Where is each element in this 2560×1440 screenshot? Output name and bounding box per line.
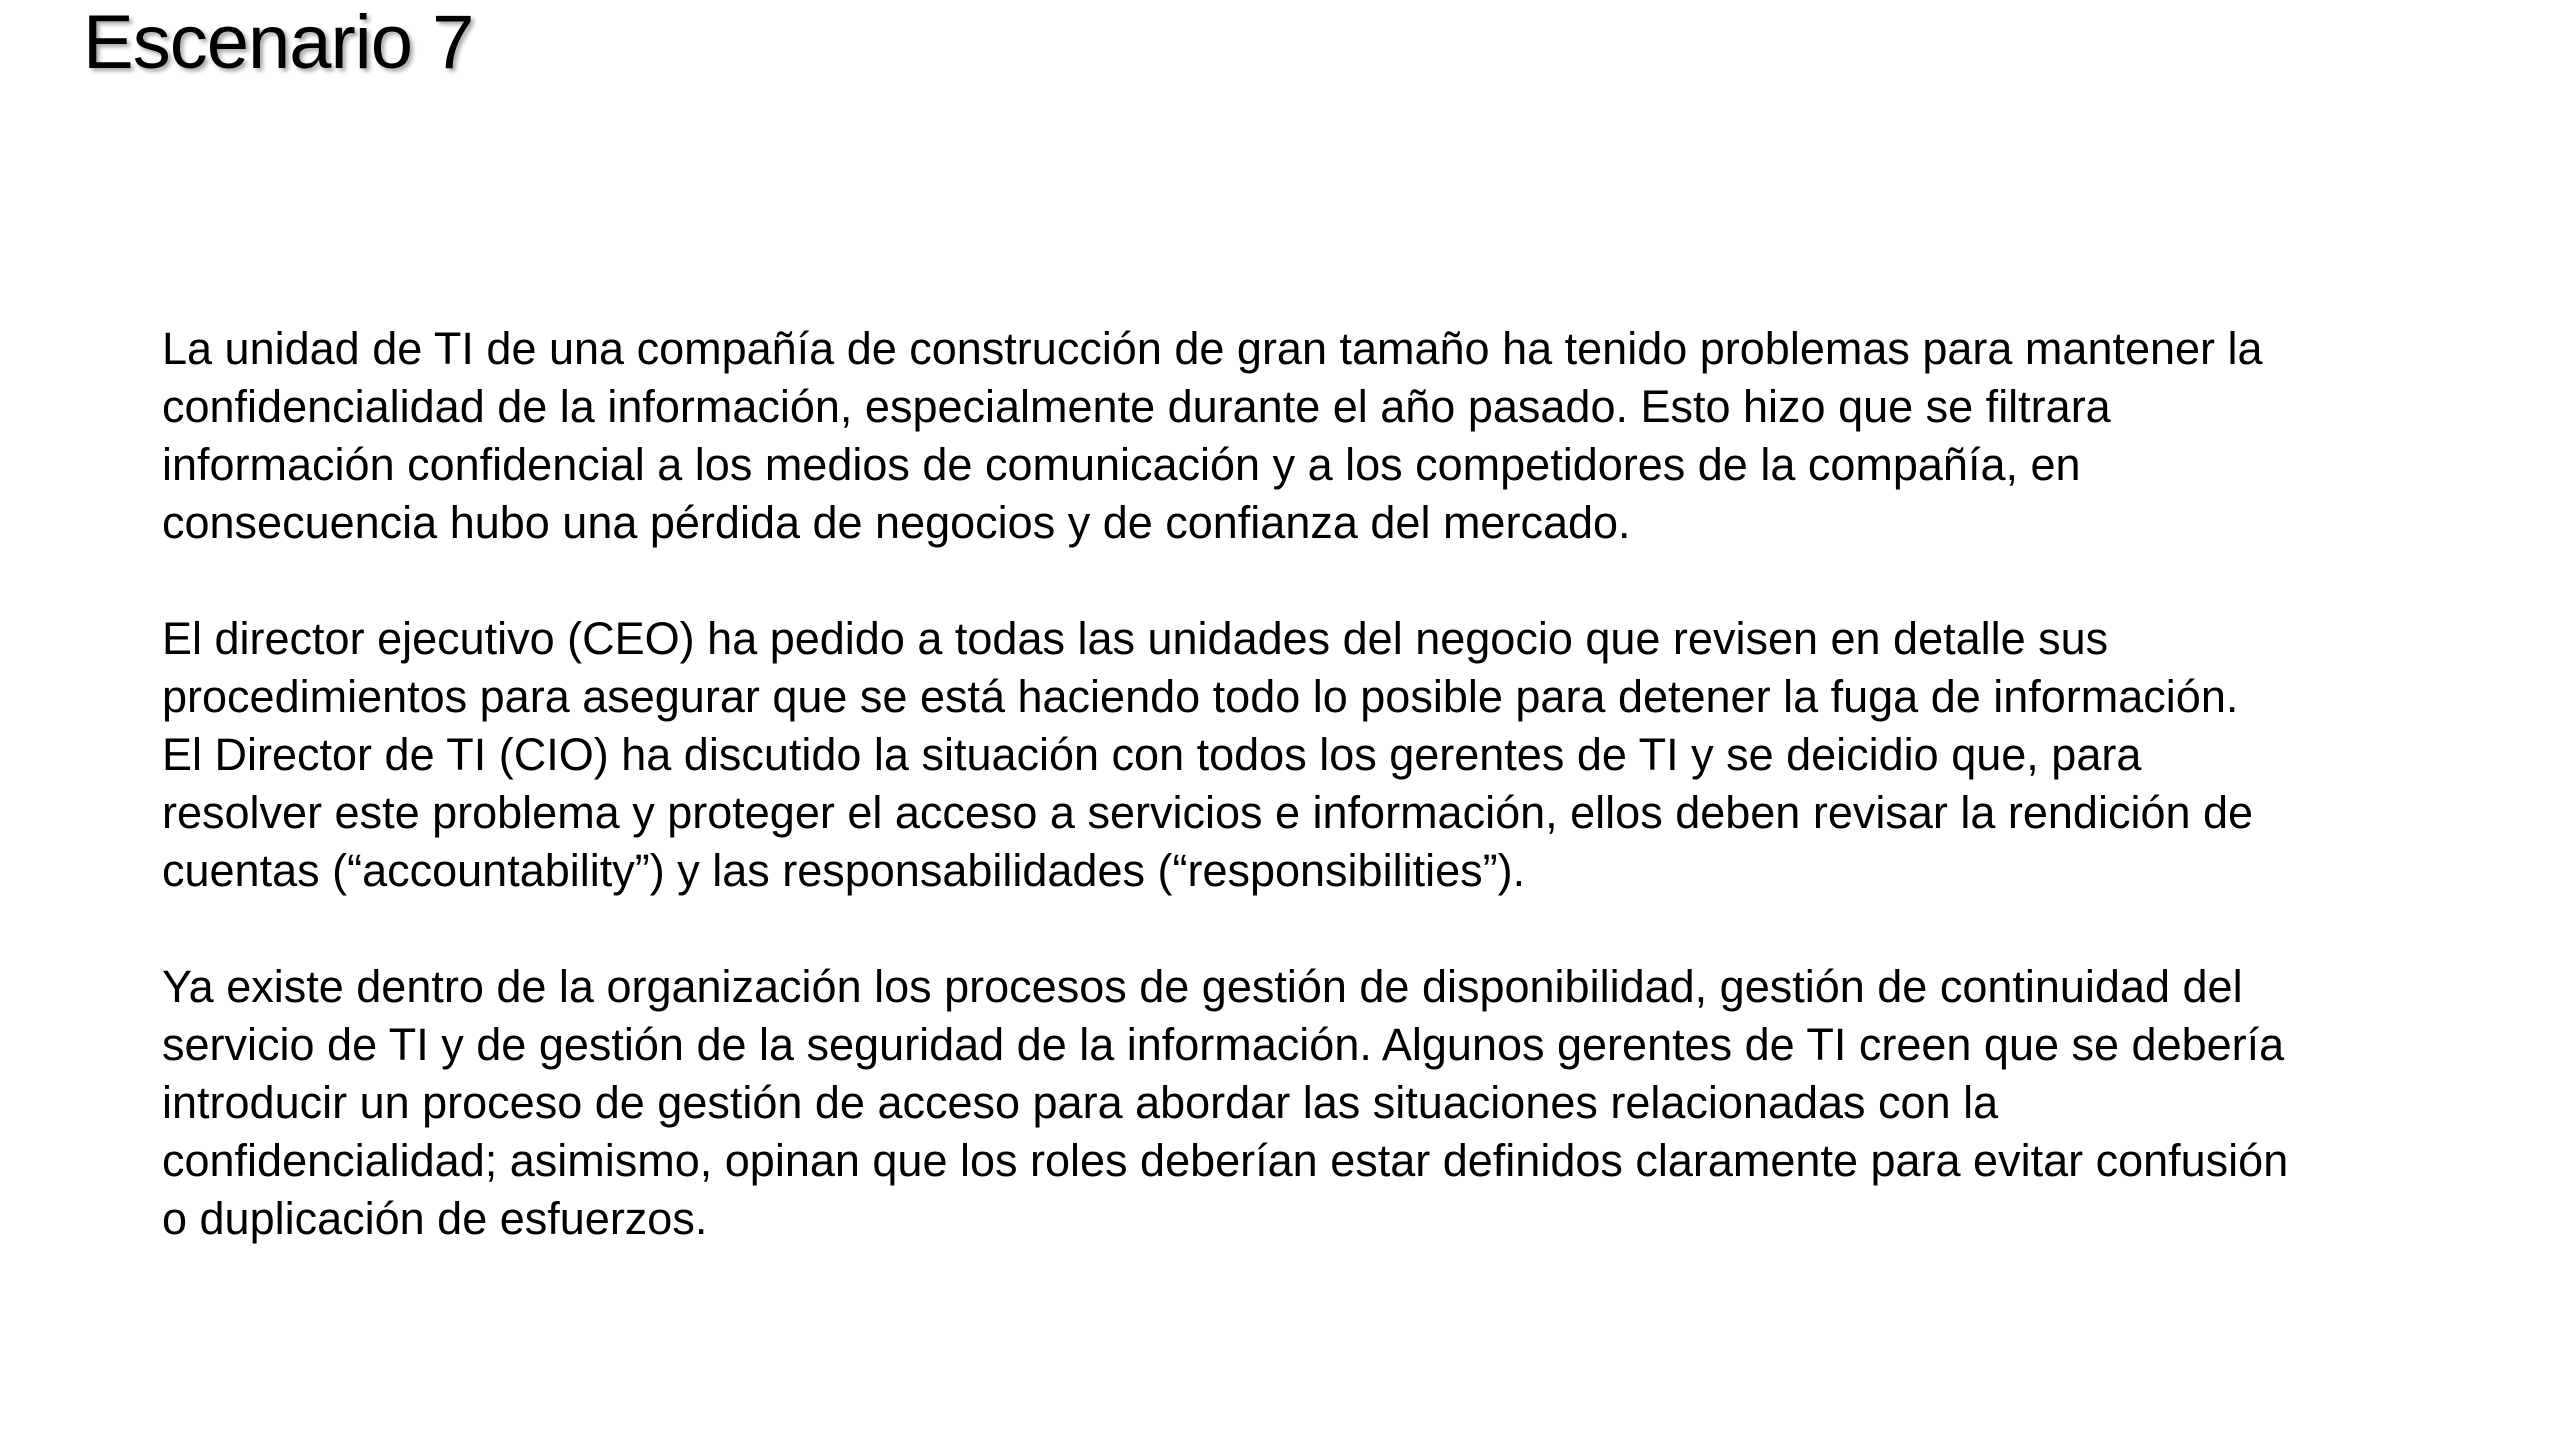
paragraph-line: procedimientos para asegurar que se está haciendo todo lo posible para detener la fuga de información. <box>162 671 2239 722</box>
paragraph-3 <box>162 958 2462 1248</box>
paragraph-line: Ya existe dentro de la organización los procesos de gestión de disponibilidad, gestión de continuidad del <box>162 961 2243 1012</box>
paragraph-line: El director ejecutivo (CEO) ha pedido a todas las unidades del negocio que revisen en detalle sus <box>162 613 2109 664</box>
paragraph-line: introducir un proceso de gestión de acceso para abordar las situaciones relacionadas con la <box>162 1077 1999 1128</box>
paragraph-line: servicio de TI y de gestión de la seguridad de la información. Algunos gerentes de TI creen que se debería <box>162 1019 2285 1070</box>
paragraph-line: o duplicación de esfuerzos. <box>162 1193 708 1244</box>
slide-body <box>162 320 2462 1248</box>
slide-title: Escenario 7 <box>83 0 474 85</box>
paragraph-line: consecuencia hubo una pérdida de negocios y de confianza del mercado. <box>162 497 1631 548</box>
paragraph-line: cuentas (“accountability”) y las responsabilidades (“responsibilities”). <box>162 845 1526 896</box>
paragraph-line: resolver este problema y proteger el acceso a servicios e información, ellos deben revisar la rendición de <box>162 787 2254 838</box>
paragraph-line: confidencialidad de la información, especialmente durante el año pasado. Esto hizo que se filtrara <box>162 381 2111 432</box>
paragraph-line: información confidencial a los medios de comunicación y a los competidores de la compañía, en <box>162 439 2081 490</box>
paragraph-2 <box>162 610 2462 900</box>
paragraph-line: La unidad de TI de una compañía de construcción de gran tamaño ha tenido problemas para mantener la <box>162 323 2263 374</box>
paragraph-1 <box>162 320 2462 552</box>
paragraph-line: El Director de TI (CIO) ha discutido la situación con todos los gerentes de TI y se deicidio que, para <box>162 729 2142 780</box>
paragraph-line: confidencialidad; asimismo, opinan que los roles deberían estar definidos claramente para evitar confusión <box>162 1135 2289 1186</box>
